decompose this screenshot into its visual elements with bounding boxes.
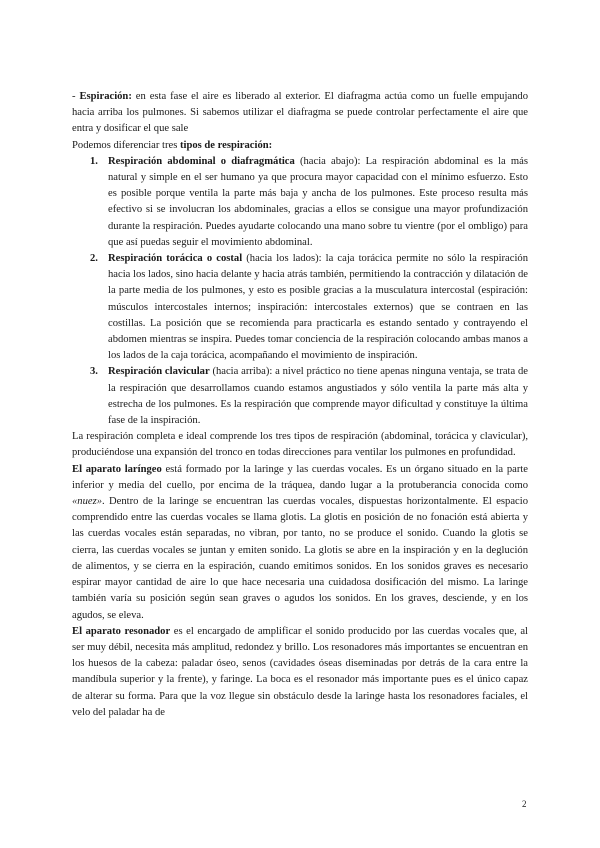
list-number: 2. [90,253,98,265]
resonator-paragraph [72,624,528,721]
expiration-paragraph [72,89,528,138]
larynx-nuez: «nuez» [72,496,103,508]
bullet-dash: - [72,91,80,102]
list-item-title: Respiración abdominal o diafragmática [108,155,295,167]
list-number: 3. [90,366,98,378]
list-item-text: (hacia arriba): a nivel práctico no tiene apenas ninguna ventaja, se trata de la respiración que desarrollamos cuando estamos angustiados y sólo ventila la parte más alta y estrecha de los pulmones. Es la respiración que comprende mayor dificultad y constituye la última fase de la inspiración. [108,366,528,427]
list-item-text: (hacia los lados): la caja torácica permite no sólo la respiración hacia los lados, sino hacia delante y hacia atrás también, permitiendo la contracción y dilatación de la parte media de los pulmones, y esto es posible gracias a la musculatura intercostal (espiración: músculos intercostales internos; inspiración: intercostales externos) que se contraen en las costillas. La posición que se recomienda para practicarla es estando sentado y contrayendo el abdomen mientras se inspira. Puedes tomar conciencia de la respiración colocando ambas manos a los lados de la caja torácica, acompañando el movimiento de inspiración. [108,253,528,362]
list-item-thoracic [72,251,528,364]
expiration-text: en esta fase el aire es liberado al exterior. El diafragma actúa como un fuelle empujando hacia arriba los pulmones. Si sabemos utilizar el diafragma se puede controlar perfectamente el aire que entra y dosificar el que sale [72,91,528,135]
resonator-text: es el encargado de amplificar el sonido producido por las cuerdas vocales que, al ser muy débil, necesita más amplitud, redondez y brillo. Los resonadores más importantes se encuentran en los huesos de la cabeza: paladar óseo, senos (cavidades óseas diseminadas por detrás de la cara entre la mandíbula superior y la frente), y faringe. La boca es el resonador más importante pues es el único capaz de alterar su forma. Para que la voz llegue sin obstáculo desde la laringe hasta los resonadores faciales, el velo del paladar ha de [72,625,529,718]
list-item-title: Respiración clavicular [108,366,210,378]
list-number: 1. [90,155,98,167]
list-item-text: (hacia abajo): La respiración abdominal es la más natural y simple en el ser humano ya que procura mayor capacidad con el mínimo esfuerzo. Esto es posible porque ventila la parte más baja y ancha de los pulmones. Este proceso resulta más efectivo si se involucran los abdominales, gracias a ellos se consigue una mayor profundización durante la respiración. Puedes ayudarte colocando una mano sobre tu vientre (por el ombligo) para que así puedas seguir el movimiento abdominal. [108,155,528,248]
list-item-abdominal [72,154,528,251]
larynx-text-1: está formado por la laringe y las cuerdas vocales. Es un órgano situado en la parte inferior y media del cuello, por encima de la tráquea, dando lugar a la protuberancia conocida como [72,463,528,491]
list-item-title: Respiración torácica o costal [108,253,243,265]
breathing-types-list [72,154,528,429]
page-number: 2 [522,799,527,809]
resonator-term: El aparato resonador [72,625,171,637]
expiration-term: Espiración: [79,91,132,102]
types-intro [72,138,528,154]
page-content [72,89,528,721]
larynx-text-2: . Dentro de la laringe se encuentran las cuerdas vocales, dispuestas horizontalmente. El espacio comprendido entre las cuerdas vocales se llama glotis. La glotis en posición de no fonación está abierta y las cuerdas vocales están separadas, no vibran, por tanto, no se produce el sonido. Cuando la glotis se cierra, las cuerdas vocales se juntan y emiten sonido. La glotis se abre en la inspiración y en la deglución de alimentos, y se cierra en la espiración, cuando emitimos sonidos. En los sonidos graves es necesario espirar mayor cantidad de aire lo que hace necesaria una cuidadosa dosificación del mismo. La laringe también varía su posición según sean graves o agudos los sonidos. En los graves, desciende, y en los agudos, se eleva. [72,496,528,621]
larynx-paragraph [72,462,528,624]
complete-breathing-paragraph: La respiración completa e ideal comprende los tres tipos de respiración (abdominal, torácica y clavicular), produciéndose una expansión del tronco en todas direcciones para ventilar los pulmones en profundidad. [72,431,528,459]
larynx-term: El aparato laríngeo [72,463,162,475]
types-intro-text: Podemos diferenciar tres [72,139,180,151]
types-intro-bold: tipos de respiración: [179,139,273,151]
list-item-clavicular [72,364,528,429]
